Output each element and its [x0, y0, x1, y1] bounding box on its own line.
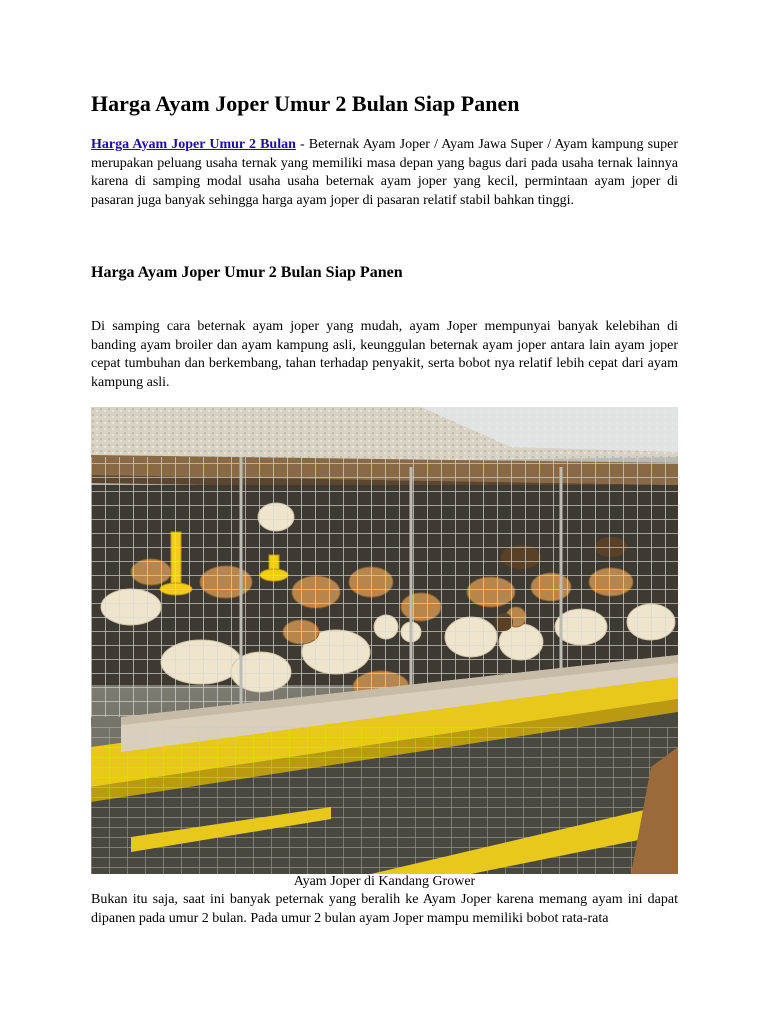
body-paragraph-2: Bukan itu saja, saat ini banyak peternak yang beralih ke Ayam Joper karena memang ayam ini dapat dipanen pada umur 2 bulan. Pada umur 2 bulan ayam Joper mampu memiliki bobot rata-rata — [91, 892, 678, 926]
body-paragraph-1: Di samping cara beternak ayam joper yang mudah, ayam Joper mempunyai banyak kelebihan di banding ayam broiler dan ayam kampung asli, keunggulan beternak ayam joper antara lain ayam joper cepat tumbuhan dan berkembang, tahan terhadap penyakit, serta bobot nya relatif lebih cepat dari ayam kampung asli. — [91, 319, 678, 390]
photo-illustration — [91, 407, 678, 874]
chicken-cage-photo — [91, 407, 678, 874]
intro-paragraph — [91, 136, 678, 210]
image-caption: Ayam Joper di Kandang Grower — [293, 874, 476, 889]
title-link[interactable]: Harga Ayam Joper Umur 2 Bulan — [91, 137, 296, 152]
section-heading: Harga Ayam Joper Umur 2 Bulan Siap Panen — [91, 264, 403, 281]
intro-text: - Beternak Ayam Joper / Ayam Jawa Super / Ayam kampung super merupakan peluang usaha ternak yang memiliki masa depan yang bagus dari pada usaha ternak lainnya karena di samping modal usaha usaha beternak ayam joper yang kecil, permintaan ayam joper di pasaran juga banyak sehingga harga ayam joper di pasaran relatif stabil bahkan tinggi. — [91, 137, 678, 208]
page-title: Harga Ayam Joper Umur 2 Bulan Siap Panen — [91, 91, 520, 116]
